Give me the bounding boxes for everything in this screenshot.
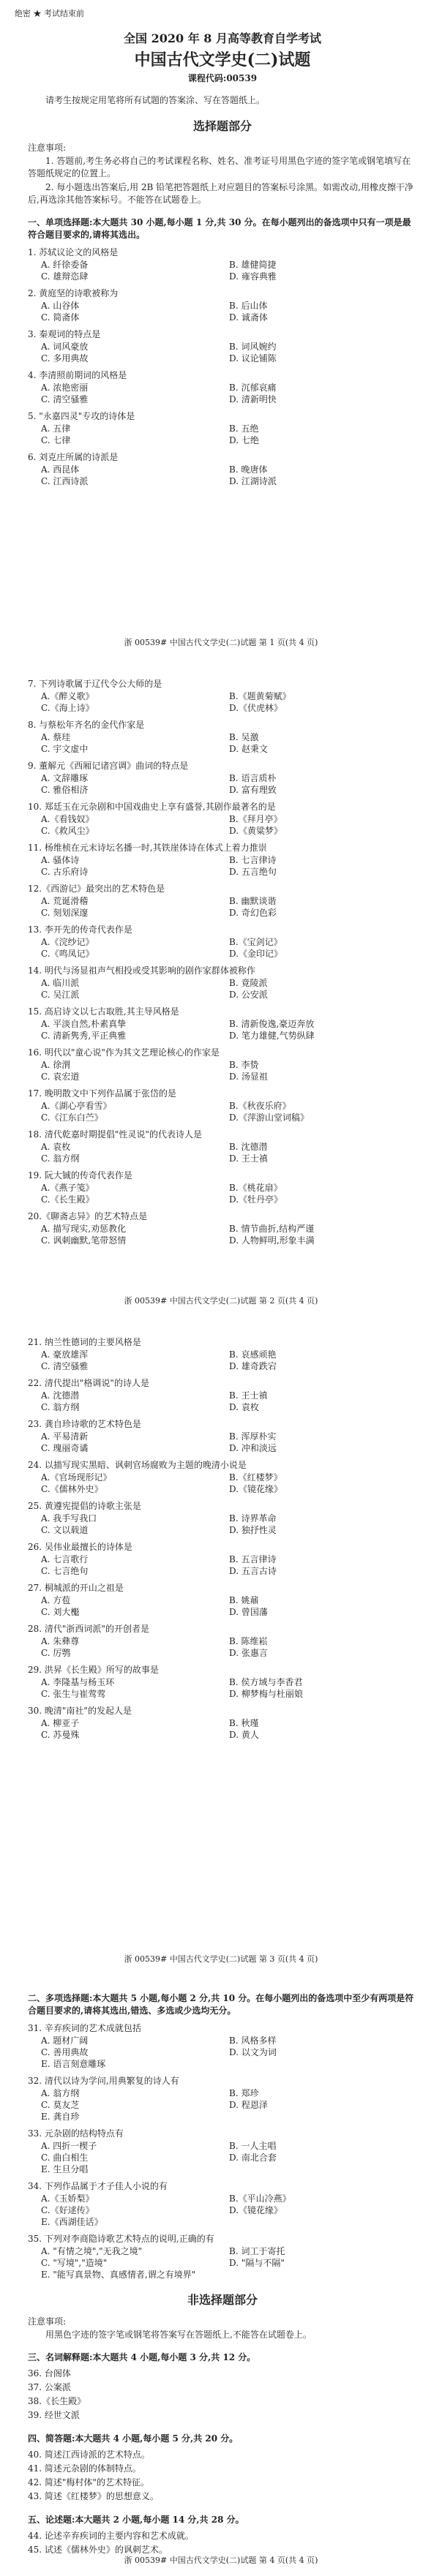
question-text: 3. 秦观词的特点是 xyxy=(28,329,101,339)
answer-option: A. 徐渭 xyxy=(41,1060,71,1070)
option-grid xyxy=(28,2140,417,2175)
notice-title: 注意事项: xyxy=(28,143,67,153)
question-text: 30. 晚清"南社"的发起人是 xyxy=(28,1706,132,1716)
answer-option: B. 侯方域与李香君 xyxy=(229,1677,303,1687)
answer-option: A. 袁枚 xyxy=(41,1142,71,1152)
answer-option: D.《金印记》 xyxy=(229,949,283,959)
intro-text: 请考生按规定用笔将所有试题的答案涂、写在答题纸上。 xyxy=(45,95,266,105)
answer-option: C. 清空骚雅 xyxy=(41,394,89,404)
question-item xyxy=(28,1705,417,1741)
answer-option: C.《海上诗》 xyxy=(41,703,94,713)
answer-option: A. 荒诞滑稽 xyxy=(41,896,89,906)
answer-option: B. 晚唐体 xyxy=(229,464,268,475)
answer-option: D. 清新明快 xyxy=(229,394,277,404)
page-top-gap xyxy=(28,1975,417,1982)
option-grid xyxy=(28,977,417,1001)
short-answer-list xyxy=(28,2448,417,2504)
question-text: 21. 纳兰性德词的主要风格是 xyxy=(28,1337,141,1347)
answer-option: C. 讽刺幽默,笔带怒情 xyxy=(41,1235,127,1246)
question-text: 25. 黄遵宪提倡的诗歌主张是 xyxy=(28,1501,141,1511)
option-grid xyxy=(28,423,417,446)
option-grid xyxy=(28,1594,417,1618)
answer-option: C. 简斋体 xyxy=(41,312,80,323)
question-text: 14. 明代与汤显祖声气相投或受其影响的剧作家群体被称作 xyxy=(28,965,255,976)
question-text: 4. 李清照前期词的风格是 xyxy=(28,370,127,380)
answer-option: B. 秋瑾 xyxy=(229,1718,259,1728)
question-item xyxy=(28,246,417,282)
page-footer-1: 浙 00539# 中国古代文学史(二)试题 第 1 页(共 4 页) xyxy=(124,638,318,647)
answer-option: C. 苏曼殊 xyxy=(41,1730,80,1740)
term-item: 38.《长生殿》 xyxy=(28,2396,86,2406)
option-grid xyxy=(28,1472,417,1495)
answer-option: D. 赵秉文 xyxy=(229,744,268,754)
question-item xyxy=(28,1170,417,1205)
answer-option: A. 我手写我口 xyxy=(41,1513,97,1524)
option-grid xyxy=(28,464,417,487)
question-item xyxy=(28,1129,417,1164)
answer-option: A. "有情之境","无我之境" xyxy=(41,2246,143,2256)
page-top-gap xyxy=(28,1317,417,1331)
question-item xyxy=(28,2022,417,2070)
question-text: 18. 清代乾嘉时期提倡"性灵说"的代表诗人是 xyxy=(28,1129,202,1140)
question-item xyxy=(28,1088,417,1123)
option-grid xyxy=(28,1553,417,1577)
answer-option: D. 江湖诗派 xyxy=(229,476,277,486)
answer-option: D. 南北合套 xyxy=(229,2153,277,2163)
option-grid xyxy=(28,936,417,960)
question-item xyxy=(28,842,417,878)
exam-title: 中国古代文学史(二)试题 xyxy=(134,50,311,69)
answer-option: D. 议论铺陈 xyxy=(229,353,277,364)
answer-option: A. 柳亚子 xyxy=(41,1718,80,1728)
question-list-page2 xyxy=(28,678,417,1246)
question-item xyxy=(28,1500,417,1536)
part-heading-multi-choice: 二、多项选择题:本大题共 5 小题,每小题 2 分,共 10 分。在每小题列出的备选项中至少有两项是符合题目要求的,请将其选出,错选、多选或少选均无分。 xyxy=(28,1993,414,2016)
answer-option: B. 陈维崧 xyxy=(229,1636,268,1646)
answer-option: A. 李隆基与杨玉环 xyxy=(41,1677,115,1687)
answer-option: C. 刘大櫆 xyxy=(41,1607,80,1617)
question-text: 35. 下列对李商隐诗歌艺术特点的说明,正确的有 xyxy=(28,2234,214,2244)
answer-option: C. 翁方纲 xyxy=(41,1153,80,1164)
question-item xyxy=(28,1210,417,1246)
answer-option: D.《镜花缘》 xyxy=(229,1484,283,1494)
question-item xyxy=(28,1418,417,1454)
question-text: 16. 明代以"童心说"作为其文艺理论核心的作家是 xyxy=(28,1047,220,1058)
option-grid xyxy=(28,2087,417,2123)
question-text: 24. 以描写现实黑暗、讽刺官场腐败为主题的晚清小说是 xyxy=(28,1460,247,1470)
answer-option: A.《醉义歌》 xyxy=(41,691,94,701)
question-item xyxy=(28,1582,417,1618)
essay-item: 45. 试述《儒林外史》的讽刺艺术。 xyxy=(28,2545,168,2555)
answer-option: B. 情节曲折,结构严谨 xyxy=(229,1224,315,1234)
option-grid xyxy=(28,1100,417,1123)
answer-option: C. 瑰丽奇谲 xyxy=(41,1443,89,1453)
answer-option: B.《桃花扇》 xyxy=(229,1183,282,1193)
answer-option: A. 题材广阔 xyxy=(41,2035,89,2046)
answer-option: C. 袁宏道 xyxy=(41,1072,80,1082)
answer-option: B. 诗界革命 xyxy=(229,1513,277,1524)
answer-option: C. 雅俗相济 xyxy=(41,785,89,795)
answer-option: B. 清新俊逸,豪迈奔放 xyxy=(229,1019,315,1029)
answer-option: D. 七绝 xyxy=(229,435,259,445)
answer-option: B.《宝剑记》 xyxy=(229,937,282,947)
short-answer-item: 41. 简述元杂剧的体制特点。 xyxy=(28,2463,141,2474)
answer-option: D. "隔与不隔" xyxy=(229,2258,285,2268)
answer-option: B. 五言律诗 xyxy=(229,1554,277,1564)
answer-option: D. 雄奇跌宕 xyxy=(229,1361,277,1371)
option-grid xyxy=(28,895,417,919)
question-item xyxy=(28,2128,417,2175)
answer-option: A. 豪放雄浑 xyxy=(41,1349,89,1360)
option-grid xyxy=(28,1018,417,1042)
exam-page-3 xyxy=(0,1317,442,1975)
answer-option: A. 骚体诗 xyxy=(41,855,80,865)
answer-option: A. 翁方纲 xyxy=(41,2088,80,2098)
term-list xyxy=(28,2367,417,2422)
short-answer-item: 42. 简述"梅村体"的艺术特征。 xyxy=(28,2477,149,2488)
answer-option: C. 张生与崔莺莺 xyxy=(41,1689,106,1699)
option-grid xyxy=(28,1059,417,1082)
exam-page-1 xyxy=(0,0,442,658)
answer-option: C. 江西诗派 xyxy=(41,476,89,486)
answer-option: D. 五言古诗 xyxy=(229,1566,277,1576)
question-item xyxy=(28,678,417,714)
option-grid xyxy=(28,731,417,755)
answer-option: A. 平易清新 xyxy=(41,1431,89,1442)
answer-option: C.《鸣凤记》 xyxy=(41,949,94,959)
answer-option: E. 语言刻意雕琢 xyxy=(41,2059,106,2069)
answer-option: B.《平山冷燕》 xyxy=(229,2193,291,2204)
answer-option: A. 纤徐委备 xyxy=(41,260,89,270)
question-text: 29. 洪昇《长生殿》所写的故事是 xyxy=(28,1665,159,1675)
answer-option: B. 幽默谈谐 xyxy=(229,896,277,906)
answer-option: E. "能写真景物、真感情者,谓之有境界" xyxy=(41,2270,196,2280)
answer-option: A.《玉娇梨》 xyxy=(41,2193,94,2204)
answer-option: B. 吴激 xyxy=(229,732,259,742)
answer-option: A. 平淡自然,朴素真挚 xyxy=(41,1019,127,1029)
answer-option: C.《好逑传》 xyxy=(41,2205,94,2215)
answer-option: D. 袁枚 xyxy=(229,1402,259,1412)
question-item xyxy=(28,719,417,755)
answer-option: D.《镜花缘》 xyxy=(229,2205,283,2215)
option-grid xyxy=(28,1431,417,1454)
answer-option: B. 语言质朴 xyxy=(229,773,277,783)
question-item xyxy=(28,1377,417,1413)
answer-option: B. 风格多样 xyxy=(229,2035,277,2046)
short-answer-item: 40. 简述江西诗派的艺术特点。 xyxy=(28,2449,150,2460)
answer-option: C. 雄辩恣肆 xyxy=(41,271,89,282)
answer-option: B. 雄健简捷 xyxy=(229,260,277,270)
answer-option: B. 王士禛 xyxy=(229,1390,268,1401)
answer-option: C. 七言绝句 xyxy=(41,1566,89,1576)
answer-option: A.《官场现形记》 xyxy=(41,1472,112,1483)
answer-option: C.《长生殿》 xyxy=(41,1194,94,1205)
part-heading-terms: 三、名词解释题:本大题共 4 小题,每小题 3 分,共 12 分。 xyxy=(28,2352,256,2362)
answer-option: D. 柳梦梅与杜丽娘 xyxy=(229,1689,303,1699)
question-item xyxy=(28,801,417,837)
answer-option: D. 雍容典雅 xyxy=(229,271,277,282)
question-text: 9. 董解元《西厢记诸宫调》曲词的特点是 xyxy=(28,761,189,771)
part-heading-single-choice: 一、单项选择题:本大题共 30 小题,每小题 1 分,共 30 分。在每小题列出的备选项中只有一项是最符合题目要求的,请将其选出。 xyxy=(28,217,411,240)
answer-option: E. 生旦分唱 xyxy=(41,2164,89,2174)
answer-option: B.《秋夜乐府》 xyxy=(229,1101,291,1111)
option-grid xyxy=(28,1676,417,1700)
answer-option: C. 吴江派 xyxy=(41,990,80,1000)
question-item xyxy=(28,2180,417,2228)
page-top-gap xyxy=(28,658,417,673)
question-item xyxy=(28,1047,417,1082)
secret-mark: 绝密 ★ 考试结束前 xyxy=(15,9,84,18)
answer-option: A. 方苞 xyxy=(41,1595,71,1605)
answer-option: A. 沈德潜 xyxy=(41,1390,80,1401)
answer-option: B.《红楼梦》 xyxy=(229,1472,282,1483)
answer-option: A. 描写现实,劝惩教化 xyxy=(41,1224,127,1234)
question-item xyxy=(28,1664,417,1700)
question-item xyxy=(28,410,417,446)
answer-option: D. 笔力雄健,气势纵肆 xyxy=(229,1031,315,1041)
question-item xyxy=(28,760,417,796)
question-text: 28. 清代"浙西词派"的开创者是 xyxy=(28,1624,149,1634)
answer-option: B. 后山体 xyxy=(229,301,268,311)
answer-option: D. 汤显祖 xyxy=(229,1072,268,1082)
option-grid xyxy=(28,341,417,364)
option-grid xyxy=(28,259,417,282)
answer-option: C. 七律 xyxy=(41,435,71,445)
option-grid xyxy=(28,300,417,323)
term-item: 37. 公案派 xyxy=(28,2382,71,2392)
question-item xyxy=(28,451,417,487)
answer-option: D. 诚斋体 xyxy=(229,312,268,323)
option-grid xyxy=(28,382,417,405)
option-grid xyxy=(28,1513,417,1536)
question-text: 27. 桐城派的开山之祖是 xyxy=(28,1583,124,1593)
answer-option: C. 曲白相生 xyxy=(41,2153,89,2163)
answer-option: B. 沈德潜 xyxy=(229,1142,268,1152)
question-text: 7. 下列诗歌属于辽代令公大师的是 xyxy=(28,679,162,689)
term-item: 39. 经世文派 xyxy=(28,2410,80,2420)
answer-option: B. 沉郁哀痛 xyxy=(229,383,277,393)
notice-title-2: 注意事项: xyxy=(28,2316,67,2327)
answer-option: A. 临川派 xyxy=(41,978,80,988)
answer-option: A. 山谷体 xyxy=(41,301,80,311)
answer-option: B. 哀感顽艳 xyxy=(229,1349,277,1360)
answer-option: C. 善用典故 xyxy=(41,2047,89,2057)
question-text: 22. 清代提出"格调说"的诗人是 xyxy=(28,1378,149,1388)
question-text: 26. 吴伟业最擅长的诗体是 xyxy=(28,1542,132,1552)
term-item: 36. 台阁体 xyxy=(28,2368,71,2379)
exam-page-4 xyxy=(0,1975,442,2576)
option-grid xyxy=(28,2035,417,2070)
page-footer-3: 浙 00539# 中国古代文学史(二)试题 第 3 页(共 4 页) xyxy=(124,1954,318,1964)
question-text: 31. 辛弃疾词的艺术成就包括 xyxy=(28,2023,141,2033)
option-grid xyxy=(28,690,417,714)
exam-title-line1: 全国 2020 年 8 月高等教育自学考试 xyxy=(124,31,321,45)
question-text: 15. 高启诗文以七古取胜,其主导风格是 xyxy=(28,1006,179,1017)
option-grid xyxy=(28,772,417,796)
answer-option: D. 奇幻色彩 xyxy=(229,908,277,918)
question-item xyxy=(28,328,417,364)
answer-option: C.《江东白苎》 xyxy=(41,1112,103,1123)
question-item xyxy=(28,1541,417,1577)
answer-option: A.《燕子笺》 xyxy=(41,1183,94,1193)
answer-option: C.《救风尘》 xyxy=(41,826,94,836)
option-grid xyxy=(28,1182,417,1205)
option-grid xyxy=(28,1141,417,1164)
answer-option: C. 文以载道 xyxy=(41,1525,89,1535)
answer-option: A. 词风豪放 xyxy=(41,342,89,352)
question-text: 8. 与蔡松年齐名的金代作家是 xyxy=(28,720,145,730)
answer-option: D.《黄粱梦》 xyxy=(229,826,283,836)
answer-option: C. 宇文虚中 xyxy=(41,744,89,754)
answer-option: D. 五言绝句 xyxy=(229,867,277,877)
answer-option: A. 七言歌行 xyxy=(41,1554,89,1564)
question-item xyxy=(28,1006,417,1042)
option-grid xyxy=(28,813,417,837)
question-text: 2. 黄庭坚的诗歌被称为 xyxy=(28,288,119,298)
answer-option: D.《伏虎林》 xyxy=(229,703,283,713)
answer-option: D. 冲和淡远 xyxy=(229,1443,277,1453)
answer-option: C. 清空骚雅 xyxy=(41,1361,89,1371)
answer-option: D. 王士禛 xyxy=(229,1153,268,1164)
answer-option: B. 竟陵派 xyxy=(229,978,268,988)
notice-1: 1. 答题前,考生务必将自己的考试课程名称、姓名、准考证号用黑色字迹的签字笔或钢笔填写在答题纸规定的位置上。 xyxy=(28,156,411,178)
question-text: 13. 李开先的传奇代表作是 xyxy=(28,924,132,935)
question-text: 33. 元杂剧的结构特点有 xyxy=(28,2128,124,2139)
answer-option: D. 黄人 xyxy=(229,1730,259,1740)
option-grid xyxy=(28,854,417,878)
notice-non-choice: 用黑色字迹的签字笔或钢笔将答案写在答题纸上,不能答在试题卷上。 xyxy=(45,2330,312,2340)
question-item xyxy=(28,924,417,960)
option-grid xyxy=(28,1390,417,1413)
answer-option: D. 张惠言 xyxy=(229,1648,268,1658)
section-title-choice: 选择题部分 xyxy=(192,119,252,133)
question-text: 20.《聊斋志异》的艺术特点是 xyxy=(28,1211,148,1221)
answer-option: C. 翁方纲 xyxy=(41,1402,80,1412)
answer-option: D. 程恩泽 xyxy=(229,2100,268,2110)
question-text: 32. 清代以诗为学问,用典繁复的诗人有 xyxy=(28,2076,179,2086)
answer-option: A. 浓艳密丽 xyxy=(41,383,89,393)
question-text: 11. 杨维桢在元末诗坛名播一时,其铁崖体诗在体式上着力推崇 xyxy=(28,843,267,853)
part-heading-short: 四、简答题:本大题共 4 小题,每小题 5 分,共 20 分。 xyxy=(28,2433,239,2444)
answer-option: E. 龚自珍 xyxy=(41,2112,80,2122)
answer-option: A. 朱彝尊 xyxy=(41,1636,80,1646)
answer-option: C. 厉鹗 xyxy=(41,1648,71,1658)
course-code: 课程代码:00539 xyxy=(187,73,258,83)
answer-option: B. 词风婉约 xyxy=(229,342,277,352)
notice-2: 2. 每小题选出答案后,用 2B 铅笔把答题纸上对应题目的答案标号涂黑。如需改动,用橡皮擦干净后,再选涂其他答案标号。不能答在试题卷上。 xyxy=(28,182,413,205)
answer-option: D. 以文为词 xyxy=(229,2047,277,2057)
question-text: 17. 晚明散文中下列作品属于张岱的是 xyxy=(28,1088,176,1099)
answer-option: D. 人物鲜明,形象丰满 xyxy=(229,1235,315,1246)
question-item xyxy=(28,1459,417,1495)
option-grid xyxy=(28,1717,417,1741)
answer-option: D. 公安派 xyxy=(229,990,268,1000)
option-grid xyxy=(28,2193,417,2228)
page-footer-4: 浙 00539# 中国古代文学史(二)试题 第 4 页(共 4 页) xyxy=(124,2556,318,2565)
answer-option: D. 富有理致 xyxy=(229,785,277,795)
essay-item: 44. 论述辛弃疾词的主要内容和艺术成就。 xyxy=(28,2531,194,2541)
answer-option: C. "写境","造境" xyxy=(41,2258,108,2268)
question-item xyxy=(28,965,417,1001)
answer-option: C. 刻划深邃 xyxy=(41,908,89,918)
answer-option: D.《牡丹亭》 xyxy=(229,1194,283,1205)
answer-option: E.《西湖佳话》 xyxy=(41,2217,103,2227)
answer-option: C.《儒林外史》 xyxy=(41,1484,103,1494)
option-grid xyxy=(28,2245,417,2281)
answer-option: C. 多用典故 xyxy=(41,353,89,364)
answer-option: B. 姚鼐 xyxy=(229,1595,259,1605)
section-title-non-choice: 非选择题部分 xyxy=(187,2293,258,2307)
question-item xyxy=(28,1623,417,1659)
question-item xyxy=(28,2075,417,2123)
page-footer-2: 浙 00539# 中国古代文学史(二)试题 第 2 页(共 4 页) xyxy=(124,1296,318,1306)
question-text: 1. 苏轼议论文的风格是 xyxy=(28,247,119,257)
question-item xyxy=(28,883,417,919)
answer-option: B.《拜月亭》 xyxy=(229,814,282,824)
question-text: 34. 下列作品属于才子佳人小说的有 xyxy=(28,2181,168,2191)
option-grid xyxy=(28,1223,417,1246)
answer-option: C. 古乐府诗 xyxy=(41,867,89,877)
answer-option: A. 文辞雕琢 xyxy=(41,773,89,783)
question-text: 19. 阮大铖的传奇代表作是 xyxy=(28,1170,132,1180)
answer-option: B. 七言律诗 xyxy=(229,855,277,865)
question-item xyxy=(28,369,417,405)
option-grid xyxy=(28,1635,417,1659)
answer-option: B. 五绝 xyxy=(229,423,259,434)
question-text: 5. "永嘉四灵"专攻的诗体是 xyxy=(28,411,135,421)
answer-option: D. 独抒性灵 xyxy=(229,1525,277,1535)
answer-option: B. 一人主唱 xyxy=(229,2141,277,2151)
answer-option: C. 清新隽秀,平正典雅 xyxy=(41,1031,127,1041)
answer-option: C. 莫友芝 xyxy=(41,2100,80,2110)
question-text: 6. 刘克庄所属的诗派是 xyxy=(28,452,119,462)
short-answer-item: 43. 简述《红楼梦》的思想意义。 xyxy=(28,2491,159,2501)
question-list-page1 xyxy=(28,246,417,487)
question-item xyxy=(28,1336,417,1372)
option-grid xyxy=(28,1349,417,1372)
part-heading-essay: 五、论述题:本大题共 2 小题,每小题 14 分,共 28 分。 xyxy=(28,2515,244,2525)
answer-option: D.《萍游山堂词稿》 xyxy=(229,1112,310,1123)
answer-option: A. 蔡珪 xyxy=(41,732,71,742)
answer-option: A.《看钱奴》 xyxy=(41,814,94,824)
answer-option: D. 曾国藩 xyxy=(229,1607,268,1617)
question-text: 23. 龚自珍诗歌的艺术特色是 xyxy=(28,1419,141,1429)
question-item xyxy=(28,2233,417,2281)
answer-option: B.《题黄菊赋》 xyxy=(229,691,291,701)
exam-page-2 xyxy=(0,658,442,1317)
answer-option: B. 词工于寄托 xyxy=(229,2246,285,2256)
essay-list xyxy=(28,2529,417,2557)
question-item xyxy=(28,287,417,323)
answer-option: B. 郑珍 xyxy=(229,2088,259,2098)
answer-option: A.《浣纱记》 xyxy=(41,937,94,947)
question-text: 10. 郑廷玉在元杂剧和中国戏曲史上享有盛誉,其剧作最著名的是 xyxy=(28,802,276,812)
question-text: 12.《西游记》最突出的艺术特色是 xyxy=(28,884,165,894)
answer-option: B. 浑厚朴实 xyxy=(229,1431,277,1442)
question-list-page3 xyxy=(28,1336,417,1741)
question-list-page4 xyxy=(28,2022,417,2281)
answer-option: A. 西昆体 xyxy=(41,464,80,475)
answer-option: A. 五律 xyxy=(41,423,71,434)
answer-option: B. 李贽 xyxy=(229,1060,259,1070)
answer-option: A.《湖心亭看雪》 xyxy=(41,1101,112,1111)
answer-option: A. 四折一楔子 xyxy=(41,2141,97,2151)
